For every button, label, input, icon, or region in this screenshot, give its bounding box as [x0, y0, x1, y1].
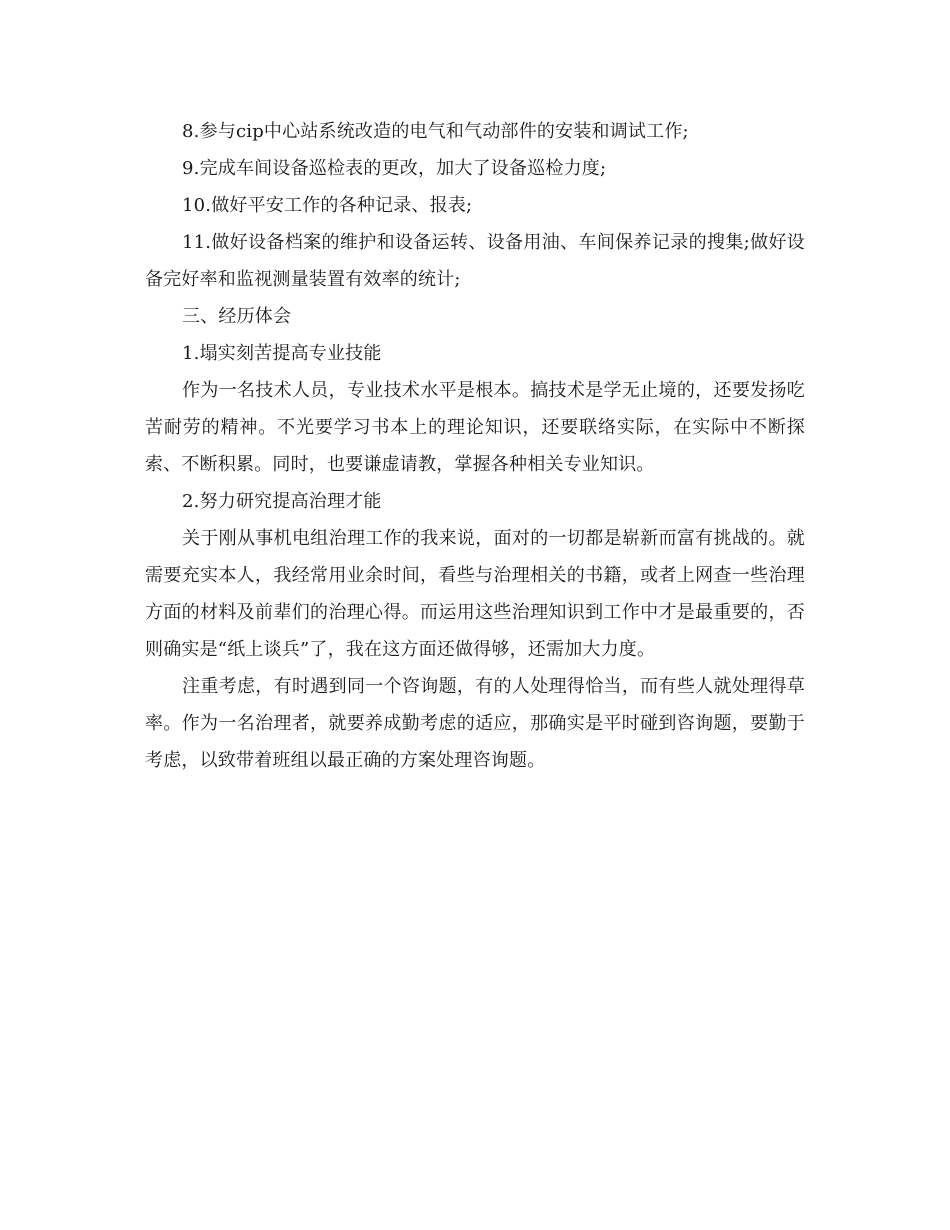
paragraph-item-9: 9.完成车间设备巡检表的更改，加大了设备巡检力度;	[182, 158, 607, 179]
paragraph-item-8: 8.参与cip中心站系统改造的电气和气动部件的安装和调试工作;	[182, 121, 689, 142]
paragraph-thinking: 注重考虑，有时遇到同一个咨询题，有的人处理得恰当，而有些人就处理得草率。作为一名治理者，就要养成勤考虑的适应，那确实是平时碰到咨询题，要勤于考虑，以致带着班组以最正确的方案处理咨询题。	[145, 676, 805, 771]
subheading-management-ability: 2.努力研究提高治理才能	[182, 491, 382, 512]
document-body	[145, 113, 805, 779]
subheading-professional-skills: 1.塌实刻苦提高专业技能	[182, 343, 382, 364]
paragraph-management-ability: 关于刚从事机电组治理工作的我来说，面对的一切都是崭新而富有挑战的。就需要充实本人，我经常用业余时间，看些与治理相关的书籍，或者上网查一些治理方面的材料及前辈们的治理心得。而运用这些治理知识到工作中才是最重要的，否则确实是“纸上谈兵”了，我在这方面还做得够，还需加大力度。	[145, 528, 805, 660]
paragraph-item-11: 11.做好设备档案的维护和设备运转、设备用油、车间保养记录的搜集;做好设备完好率和监视测量装置有效率的统计;	[145, 232, 805, 290]
paragraph-item-10: 10.做好平安工作的各种记录、报表;	[182, 195, 473, 216]
paragraph-professional-skills: 作为一名技术人员，专业技术水平是根本。搞技术是学无止境的，还要发扬吃苦耐劳的精神。不光要学习书本上的理论知识，还要联络实际，在实际中不断探索、不断积累。同时，也要谦虚请教，掌握各种相关专业知识。	[145, 380, 805, 475]
section-heading-experience: 三、经历体会	[182, 306, 292, 327]
